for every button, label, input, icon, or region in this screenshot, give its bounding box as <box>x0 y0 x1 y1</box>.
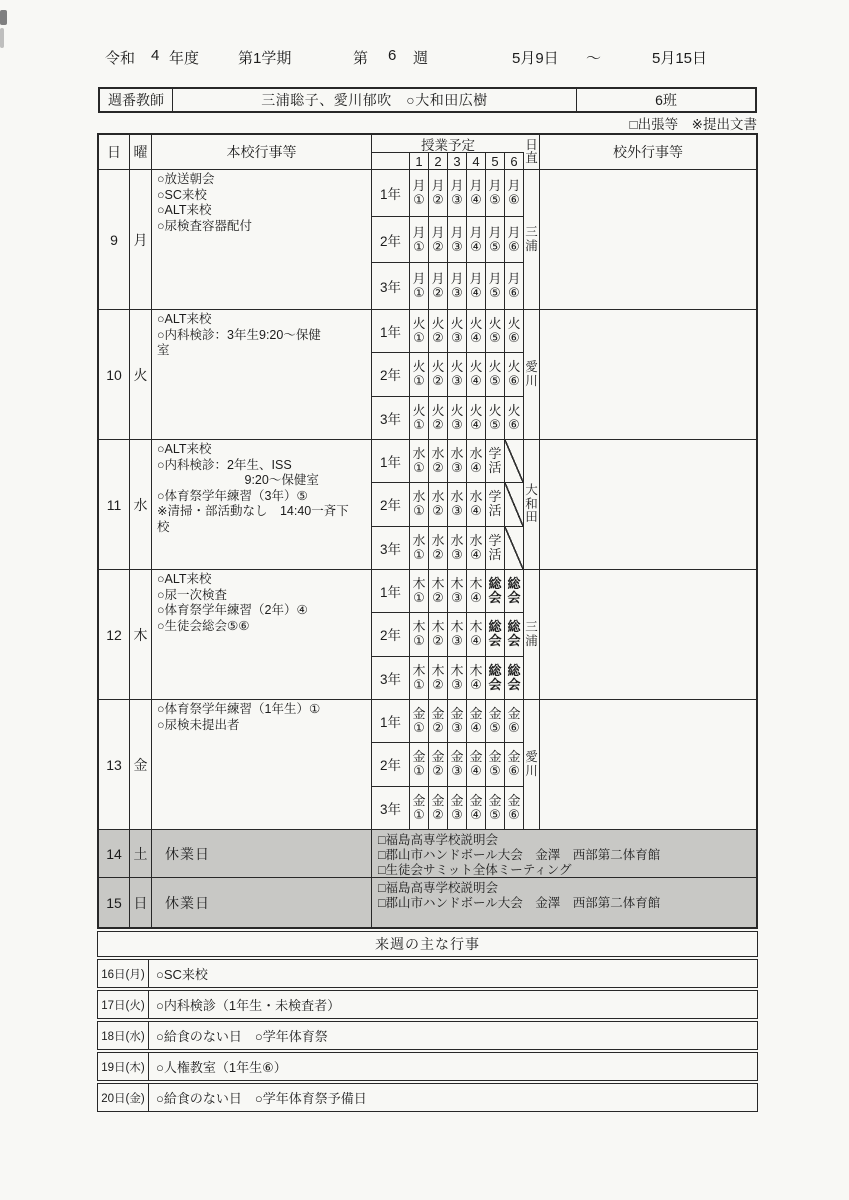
period-cell: 木 ③ <box>448 613 467 655</box>
grade-row <box>372 483 524 526</box>
event-line: ○SC来校 <box>157 187 207 202</box>
period-cell: 金 ⑤ <box>486 743 505 785</box>
school-events-cell <box>152 570 372 699</box>
next-week-date: 18日(水) <box>98 1022 149 1049</box>
day-number-cell: 11 <box>99 440 130 569</box>
period-cell: 火 ⑤ <box>486 353 505 395</box>
holiday-notes-cell <box>372 830 756 877</box>
event-line: ※清掃・部活動なし 14:40一斉下 <box>157 504 349 518</box>
period-cell: 金 ② <box>429 787 448 829</box>
grade-grid <box>372 440 524 569</box>
period-cell: 月 ① <box>410 263 429 309</box>
period-cell: 木 ② <box>429 570 448 612</box>
period-cell: 学 活 <box>486 527 505 569</box>
next-week-text: ○SC来校 <box>156 967 208 982</box>
period-cell: 木 ④ <box>467 657 486 699</box>
holiday-notes-cell <box>372 878 756 927</box>
grade-label: 2年 <box>372 483 410 525</box>
col-header-outside-events: 校外行事等 <box>613 144 683 160</box>
period-cell: 金 ③ <box>448 743 467 785</box>
period-cell: 金 ④ <box>467 787 486 829</box>
school-events-cell <box>152 440 372 569</box>
next-week-title: 来週の主な行事 <box>375 936 480 952</box>
grade-row <box>372 787 524 829</box>
period-cell: 火 ② <box>429 353 448 395</box>
period-cell: 水 ① <box>410 440 429 482</box>
event-line: 校 <box>157 519 170 534</box>
period-cell: 金 ③ <box>448 787 467 829</box>
period-cell: 火 ⑥ <box>505 353 524 395</box>
event-line: ○放送朝会 <box>157 172 215 186</box>
grade-label: 2年 <box>372 353 410 395</box>
outside-events-cell <box>540 570 756 699</box>
period-cell: 総 会 <box>486 613 505 655</box>
period-cell: 火 ① <box>410 310 429 352</box>
period-cell: 木 ① <box>410 613 429 655</box>
next-week-text: ○人権教室（1年生⑥） <box>156 1060 287 1075</box>
period-number: 3 <box>448 153 467 169</box>
duty-teacher-cell: 愛 川 <box>524 310 540 439</box>
day-number-cell: 12 <box>99 570 130 699</box>
period-cell: 木 ④ <box>467 613 486 655</box>
weekday-cell: 水 <box>130 440 152 569</box>
period-cell: 火 ③ <box>448 397 467 439</box>
period-cell-empty <box>505 483 524 525</box>
scan-artifact <box>0 10 7 25</box>
grade-grid <box>372 310 524 439</box>
period-cell: 月 ④ <box>467 170 486 216</box>
day-row-12 <box>99 570 756 700</box>
school-events-cell <box>152 310 372 439</box>
weekday-cell: 月 <box>130 170 152 309</box>
event-line: ○体育祭学年練習（2年）④ <box>157 603 308 617</box>
period-cell: 金 ⑥ <box>505 743 524 785</box>
grade-row <box>372 310 524 353</box>
day-number-cell: 15 <box>99 878 130 927</box>
next-week-row <box>97 959 758 988</box>
grade-row <box>372 397 524 439</box>
period-cell: 月 ③ <box>448 217 467 263</box>
duty-teacher-cell: 三 浦 <box>524 170 540 309</box>
period-cell: 水 ① <box>410 527 429 569</box>
period-cell: 月 ③ <box>448 170 467 216</box>
event-line: ○ALT来校 <box>157 312 212 326</box>
period-number: 6 <box>505 153 524 169</box>
period-cell: 金 ⑥ <box>505 787 524 829</box>
period-cell: 火 ⑤ <box>486 310 505 352</box>
period-cell-empty <box>505 527 524 569</box>
period-cell: 水 ① <box>410 483 429 525</box>
period-blank-cell <box>372 153 410 169</box>
note-line: □福島高専学校説明会 <box>378 833 499 847</box>
period-cell: 火 ④ <box>467 353 486 395</box>
grade-grid <box>372 570 524 699</box>
period-cell: 月 ⑥ <box>505 263 524 309</box>
period-cell: 学 活 <box>486 483 505 525</box>
event-line: ○尿一次検査 <box>157 587 228 602</box>
outside-events-cell <box>540 170 756 309</box>
grade-row <box>372 657 524 699</box>
event-line: ○生徒会総会⑤⑥ <box>157 618 250 633</box>
grade-grid <box>372 170 524 309</box>
duty-teachers-label: 週番教師 <box>100 89 173 111</box>
period-cell: 火 ① <box>410 397 429 439</box>
col-header-day: 日 <box>99 135 130 169</box>
note-line: □生徒会サミット全体ミーティング <box>378 863 572 877</box>
day-row-10 <box>99 310 756 440</box>
next-week-date: 17日(火) <box>98 991 149 1018</box>
grade-label: 3年 <box>372 527 410 569</box>
next-week-row <box>97 1052 758 1081</box>
day-number-cell: 13 <box>99 700 130 829</box>
period-cell: 火 ⑥ <box>505 397 524 439</box>
date-range-tilde: ～ <box>586 50 602 67</box>
note-line: □福島高専学校説明会 <box>378 881 499 895</box>
week-prefix: 第 <box>353 50 369 67</box>
next-week-row <box>97 990 758 1019</box>
period-cell: 水 ④ <box>467 527 486 569</box>
period-cell: 月 ① <box>410 170 429 216</box>
period-cell: 水 ③ <box>448 527 467 569</box>
day-number-cell: 10 <box>99 310 130 439</box>
outside-events-cell <box>540 310 756 439</box>
closed-day-label: 休業日 <box>152 878 372 927</box>
period-cell: 木 ① <box>410 657 429 699</box>
period-cell: 金 ⑤ <box>486 787 505 829</box>
closed-day-label: 休業日 <box>152 830 372 877</box>
note-line: □郡山市ハンドボール大会 金澤 西部第二体育館 <box>378 848 661 862</box>
era-label: 令和 <box>105 50 136 67</box>
term-header <box>0 47 849 67</box>
duty-teacher-cell: 三 浦 <box>524 570 540 699</box>
period-cell: 火 ③ <box>448 353 467 395</box>
period-cell: 木 ③ <box>448 570 467 612</box>
col-header-duty: 日 直 <box>524 135 540 169</box>
schedule-header-row <box>99 135 756 170</box>
period-cell: 月 ⑤ <box>486 263 505 309</box>
period-cell: 木 ① <box>410 570 429 612</box>
outside-events-cell <box>540 700 756 829</box>
next-week-date: 20日(金) <box>98 1084 149 1111</box>
next-week-row <box>97 1083 758 1112</box>
duty-teacher-cell: 大 和 田 <box>524 440 540 569</box>
period-cell: 金 ④ <box>467 700 486 742</box>
period-cell: 水 ② <box>429 483 448 525</box>
weekday-cell: 火 <box>130 310 152 439</box>
period-cell: 木 ④ <box>467 570 486 612</box>
period-cell: 月 ② <box>429 217 448 263</box>
legend-note: □出張等 ※提出文書 <box>629 117 757 132</box>
period-cell: 総 会 <box>486 657 505 699</box>
event-line: ○尿検査容器配付 <box>157 218 253 233</box>
period-cell: 水 ② <box>429 440 448 482</box>
period-cell: 金 ① <box>410 743 429 785</box>
period-cell: 総 会 <box>505 570 524 612</box>
note-line: □郡山市ハンドボール大会 金澤 西部第二体育館 <box>378 896 661 910</box>
semester-label: 第1学期 <box>238 50 292 67</box>
period-cell: 水 ② <box>429 527 448 569</box>
period-cell: 月 ② <box>429 263 448 309</box>
event-line: ○ALT来校 <box>157 442 212 456</box>
next-week-title-box <box>97 931 758 957</box>
period-cell: 火 ⑤ <box>486 397 505 439</box>
grade-label: 2年 <box>372 217 410 263</box>
next-week-rows <box>97 959 758 1114</box>
date-range-start: 5月9日 <box>512 50 559 67</box>
lesson-plan-header-block <box>372 135 524 169</box>
school-events-cell <box>152 700 372 829</box>
period-cell: 水 ③ <box>448 483 467 525</box>
period-cell: 木 ② <box>429 613 448 655</box>
period-cell: 金 ⑥ <box>505 700 524 742</box>
period-cell: 金 ⑤ <box>486 700 505 742</box>
year-suffix: 年度 <box>169 50 200 67</box>
period-cell: 火 ⑥ <box>505 310 524 352</box>
grade-label: 3年 <box>372 263 410 309</box>
weekday-cell: 土 <box>130 830 152 877</box>
grade-label: 3年 <box>372 657 410 699</box>
period-numbers-row <box>372 153 524 169</box>
date-range-end: 5月15日 <box>652 50 708 67</box>
period-number: 5 <box>486 153 505 169</box>
week-number: 6 <box>388 47 397 64</box>
period-cell-empty <box>505 440 524 482</box>
period-cell: 月 ① <box>410 217 429 263</box>
period-cell: 総 会 <box>505 613 524 655</box>
weekday-cell: 金 <box>130 700 152 829</box>
grade-row <box>372 440 524 483</box>
next-week-date: 16日(月) <box>98 960 149 987</box>
period-cell: 火 ③ <box>448 310 467 352</box>
period-number: 1 <box>410 153 429 169</box>
duty-teacher-cell: 愛 川 <box>524 700 540 829</box>
next-week-text: ○給食のない日 ○学年体育祭 <box>156 1029 328 1044</box>
period-cell: 月 ⑤ <box>486 217 505 263</box>
duty-teachers-box <box>98 87 757 113</box>
grade-label: 1年 <box>372 310 410 352</box>
grade-label: 1年 <box>372 170 410 216</box>
grade-row <box>372 217 524 264</box>
grade-row <box>372 570 524 613</box>
period-cell: 金 ② <box>429 700 448 742</box>
grade-label: 1年 <box>372 570 410 612</box>
event-line: ○ALT来校 <box>157 203 212 217</box>
col-header-school-events: 本校行事等 <box>152 135 372 169</box>
day-row-11 <box>99 440 756 570</box>
event-line: ○体育祭学年練習（1年生）① <box>157 702 321 716</box>
event-line: ○体育祭学年練習（3年）⑤ <box>157 488 308 503</box>
period-number: 2 <box>429 153 448 169</box>
period-cell: 火 ④ <box>467 397 486 439</box>
grade-row <box>372 527 524 569</box>
scan-artifact <box>0 28 4 48</box>
period-cell: 金 ① <box>410 787 429 829</box>
day-number-cell: 9 <box>99 170 130 309</box>
period-cell: 水 ③ <box>448 440 467 482</box>
period-cell: 月 ⑥ <box>505 217 524 263</box>
period-cell: 学 活 <box>486 440 505 482</box>
grade-label: 2年 <box>372 743 410 785</box>
period-cell: 木 ② <box>429 657 448 699</box>
day-row-15 <box>99 878 756 927</box>
grade-label: 3年 <box>372 787 410 829</box>
period-cell: 水 ④ <box>467 483 486 525</box>
next-week-date: 19日(木) <box>98 1053 149 1080</box>
period-cell: 月 ② <box>429 170 448 216</box>
period-cell: 木 ③ <box>448 657 467 699</box>
outside-events-cell <box>540 440 756 569</box>
weekday-cell: 木 <box>130 570 152 699</box>
duty-group-badge: 6班 <box>655 92 677 108</box>
grade-label: 1年 <box>372 700 410 742</box>
next-week-row <box>97 1021 758 1050</box>
period-cell: 火 ② <box>429 310 448 352</box>
period-cell: 総 会 <box>505 657 524 699</box>
weekday-cell: 日 <box>130 878 152 927</box>
grade-row <box>372 170 524 217</box>
period-number: 4 <box>467 153 486 169</box>
period-cell: 火 ① <box>410 353 429 395</box>
event-line: ○内科検診：3年生9:20～保健 <box>157 327 321 342</box>
grade-row <box>372 743 524 786</box>
duty-teachers-names: 三浦聡子、愛川郁吹 ○大和田広樹 <box>173 89 577 111</box>
event-line: ○内科検診：2年生、ISS <box>157 457 292 472</box>
grade-row <box>372 700 524 743</box>
grade-label: 3年 <box>372 397 410 439</box>
event-line: 9:20～保健室 <box>157 473 319 487</box>
day-row-13 <box>99 700 756 830</box>
lesson-plan-header: 授業予定 <box>372 135 524 153</box>
event-line: ○尿検未提出者 <box>157 717 240 732</box>
grade-row <box>372 613 524 656</box>
grade-grid <box>372 700 524 829</box>
period-cell: 月 ④ <box>467 217 486 263</box>
period-cell: 総 会 <box>486 570 505 612</box>
col-header-weekday: 曜 <box>130 135 152 169</box>
event-line: ○ALT来校 <box>157 572 212 586</box>
grade-row <box>372 263 524 309</box>
period-cell: 金 ③ <box>448 700 467 742</box>
grade-label: 2年 <box>372 613 410 655</box>
day-row-9 <box>99 170 756 310</box>
period-cell: 火 ② <box>429 397 448 439</box>
period-cell: 金 ① <box>410 700 429 742</box>
period-cell: 金 ④ <box>467 743 486 785</box>
next-week-text: ○給食のない日 ○学年体育祭予備日 <box>156 1091 367 1106</box>
period-cell: 月 ⑤ <box>486 170 505 216</box>
period-cell: 火 ④ <box>467 310 486 352</box>
week-suffix: 週 <box>413 50 429 67</box>
period-cell: 金 ② <box>429 743 448 785</box>
event-line: 室 <box>157 343 170 357</box>
day-row-14 <box>99 830 756 878</box>
schedule-table <box>97 133 758 929</box>
school-events-cell <box>152 170 372 309</box>
period-cell: 月 ③ <box>448 263 467 309</box>
day-number-cell: 14 <box>99 830 130 877</box>
period-cell: 月 ④ <box>467 263 486 309</box>
next-week-text: ○内科検診（1年生・未検査者） <box>156 998 341 1013</box>
period-cell: 月 ⑥ <box>505 170 524 216</box>
grade-row <box>372 353 524 396</box>
period-cell: 水 ④ <box>467 440 486 482</box>
era-year: 4 <box>151 47 160 64</box>
grade-label: 1年 <box>372 440 410 482</box>
